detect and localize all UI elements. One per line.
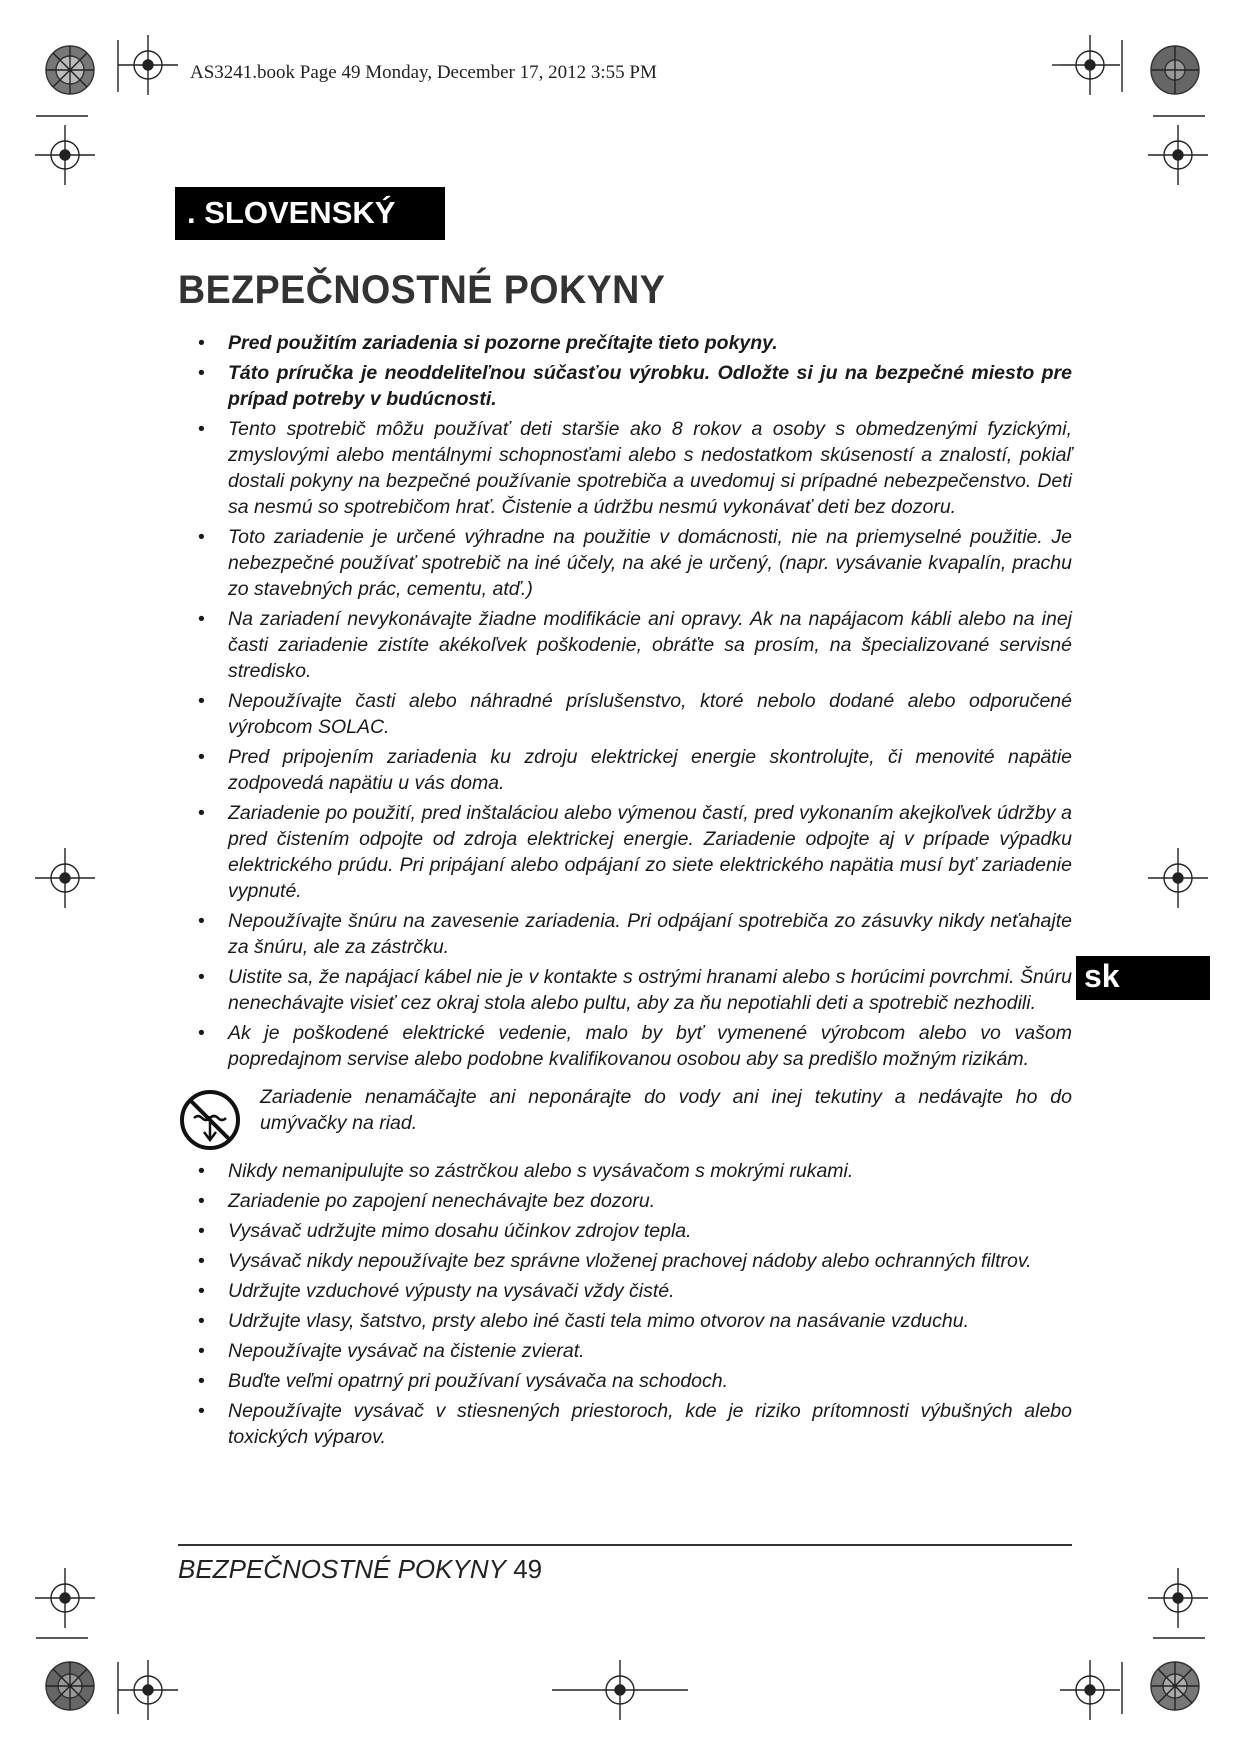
- crosshair-mark-icon: [590, 1660, 650, 1720]
- list-item-text: Vysávač udržujte mimo dosahu účinkov zdrojov tepla.: [228, 1220, 692, 1242]
- crosshair-mark-icon: [35, 1568, 95, 1628]
- list-item-text: Zariadenie po použití, pred inštaláciou alebo výmenou častí, pred vykonaním akejkoľvek údržby a pred čistením odpojte od zdroja elektrickej energie. Zariadenie odpojte aj v prípade výpadku elektrického prúdu. Pri pripájaní alebo odpájaní zo siete elektrického napätia musí byť zariadenie vypnuté.: [228, 802, 1072, 902]
- registration-starburst-icon: [46, 46, 94, 94]
- list-item: [178, 330, 1072, 356]
- list-item-text: Nepoužívajte šnúru na zavesenie zariadenia. Pri odpájaní spotrebiča zo zásuvky nikdy neťahajte za šnúru, ale za zástrčku.: [228, 910, 1072, 958]
- bullet: •: [198, 1220, 205, 1242]
- safety-instructions-list: [178, 330, 1072, 1454]
- list-item-text: Toto zariadenie je určené výhradne na použitie v domácnosti, nie na priemyselné použitie. Je nebezpečné používať spotrebič na iné účely, na aké je určený, (napr. vysávanie kvapalín, prachu zo stavebných prác, cementu, atď.): [228, 526, 1072, 600]
- list-item-warning: [178, 1084, 1072, 1150]
- list-item: [178, 416, 1072, 520]
- list-item: [178, 524, 1072, 602]
- bullet: •: [198, 746, 205, 768]
- list-item: [178, 1158, 1072, 1184]
- bullet: •: [198, 526, 205, 548]
- crosshair-mark-icon: [35, 848, 95, 908]
- bullet: •: [198, 332, 205, 354]
- footer-title: BEZPEČNOSTNÉ POKYNY: [178, 1554, 506, 1584]
- footer-divider: [178, 1544, 1072, 1546]
- bullet: •: [198, 362, 205, 384]
- list-item: [178, 1308, 1072, 1334]
- crosshair-mark-icon: [1060, 1660, 1120, 1720]
- bullet: •: [198, 1370, 205, 1392]
- crosshair-mark-icon: [35, 125, 95, 185]
- list-item-text: Nepoužívajte časti alebo náhradné príslušenstvo, ktoré nebolo dodané alebo odporučené výrobcom SOLAC.: [228, 690, 1072, 738]
- list-item: [178, 744, 1072, 796]
- bullet: •: [198, 1160, 205, 1182]
- list-item: [178, 1020, 1072, 1072]
- registration-starburst-icon: [1151, 1662, 1199, 1710]
- list-item: [178, 1188, 1072, 1214]
- list-item: [178, 1278, 1072, 1304]
- list-item: [178, 908, 1072, 960]
- list-item: [178, 1218, 1072, 1244]
- list-item-text: Buďte veľmi opatrný pri používaní vysávača na schodoch.: [228, 1370, 729, 1392]
- crosshair-mark-icon: [118, 1660, 178, 1720]
- list-item: [178, 1368, 1072, 1394]
- registration-starburst-icon: [1151, 46, 1199, 94]
- crosshair-mark-icon: [1060, 35, 1120, 95]
- bullet: •: [198, 608, 205, 630]
- bullet: •: [198, 802, 205, 824]
- list-item-text: Na zariadení nevykonávajte žiadne modifikácie ani opravy. Ak na napájacom kábli alebo na inej časti zariadenie zistíte akékoľvek poškodenie, obráťte sa prosím, na špecializované servisné stredisko.: [228, 608, 1072, 682]
- language-side-tab: sk: [1076, 956, 1210, 1000]
- bullet: •: [198, 690, 205, 712]
- list-item: [178, 688, 1072, 740]
- list-item-text: Pred použitím zariadenia si pozorne prečítajte tieto pokyny.: [228, 332, 778, 354]
- bullet: •: [198, 1280, 205, 1302]
- bullet: •: [198, 1310, 205, 1332]
- list-item: [178, 606, 1072, 684]
- list-item: [178, 800, 1072, 904]
- list-item-text: Vysávač nikdy nepoužívajte bez správne vloženej prachovej nádoby alebo ochranných filtrov.: [228, 1250, 1032, 1272]
- list-item-text: Udržujte vlasy, šatstvo, prsty alebo iné časti tela mimo otvorov na nasávanie vzduchu.: [228, 1310, 969, 1332]
- list-item-text: Táto príručka je neoddeliteľnou súčasťou výrobku. Odložte si ju na bezpečné miesto pre prípad potreby v budúcnosti.: [228, 362, 1072, 410]
- list-item-text: Nikdy nemanipulujte so zástrčkou alebo s vysávačom s mokrými rukami.: [228, 1160, 854, 1182]
- list-item-text: Tento spotrebič môžu používať deti staršie ako 8 rokov a osoby s obmedzenými fyzickými, zmyslovými alebo mentálnymi schopnosťami alebo s nedostatkom skúseností a znalostí, pokiaľ dostali pokyny na bezpečné používanie spotrebiča a uvedomuj si prípadné nebezpečenstvo. Deti sa nesmú so spotrebičom hrať. Čistenie a údržbu nesmú vykonávať deti bez dozoru.: [228, 418, 1072, 518]
- list-item-text: Nepoužívajte vysávač na čistenie zvierat.: [228, 1340, 585, 1362]
- list-item: [178, 964, 1072, 1016]
- crosshair-mark-icon: [1148, 1568, 1208, 1628]
- crosshair-mark-icon: [1148, 848, 1208, 908]
- bullet: •: [198, 910, 205, 932]
- list-item-text: Udržujte vzduchové výpusty na vysávači vždy čisté.: [228, 1280, 675, 1302]
- bullet: •: [198, 1340, 205, 1362]
- registration-starburst-icon: [46, 1662, 94, 1710]
- no-immerse-water-icon: [178, 1088, 242, 1152]
- list-item-text: Pred pripojením zariadenia ku zdroju elektrickej energie skontrolujte, či menovité napätie zodpovedá napätiu u vás doma.: [228, 746, 1072, 794]
- list-item: [178, 1248, 1072, 1274]
- bullet: •: [198, 1250, 205, 1272]
- list-item: [178, 360, 1072, 412]
- crosshair-mark-icon: [118, 35, 178, 95]
- list-item-text: Uistite sa, že napájací kábel nie je v kontakte s ostrými hranami alebo s horúcimi povrchmi. Šnúru nenechávajte visieť cez okraj stola alebo pultu, aby za ňu nepotiahli deti a spotrebič nezhodili.: [228, 966, 1072, 1014]
- bullet: •: [198, 1022, 205, 1044]
- list-item-text: Ak je poškodené elektrické vedenie, malo by byť vymenené výrobcom alebo vo vašom popredajnom servise alebo podobne kvalifikovanou osobou aby sa predišlo možným rizikám.: [228, 1022, 1072, 1070]
- list-item: [178, 1398, 1072, 1450]
- page-number: 49: [513, 1554, 543, 1584]
- crosshair-mark-icon: [1148, 125, 1208, 185]
- bullet: •: [198, 1190, 205, 1212]
- language-tab: . SLOVENSKÝ: [175, 187, 445, 240]
- bullet: •: [198, 966, 205, 988]
- list-item-text: Zariadenie nenamáčajte ani neponárajte do vody ani inej tekutiny a nedávajte ho do umývačky na riad.: [260, 1086, 1072, 1134]
- list-item-text: Zariadenie po zapojení nenechávajte bez dozoru.: [228, 1190, 656, 1212]
- page-footer: [178, 1554, 542, 1585]
- bullet: •: [198, 1400, 205, 1422]
- bullet: •: [198, 418, 205, 440]
- list-item: [178, 1338, 1072, 1364]
- page-title: BEZPEČNOSTNÉ POKYNY: [178, 268, 666, 312]
- print-header: AS3241.book Page 49 Monday, December 17, 2012 3:55 PM: [190, 62, 657, 83]
- list-item-text: Nepoužívajte vysávač v stiesnených priestoroch, kde je riziko prítomnosti výbušných alebo toxických výparov.: [228, 1400, 1072, 1448]
